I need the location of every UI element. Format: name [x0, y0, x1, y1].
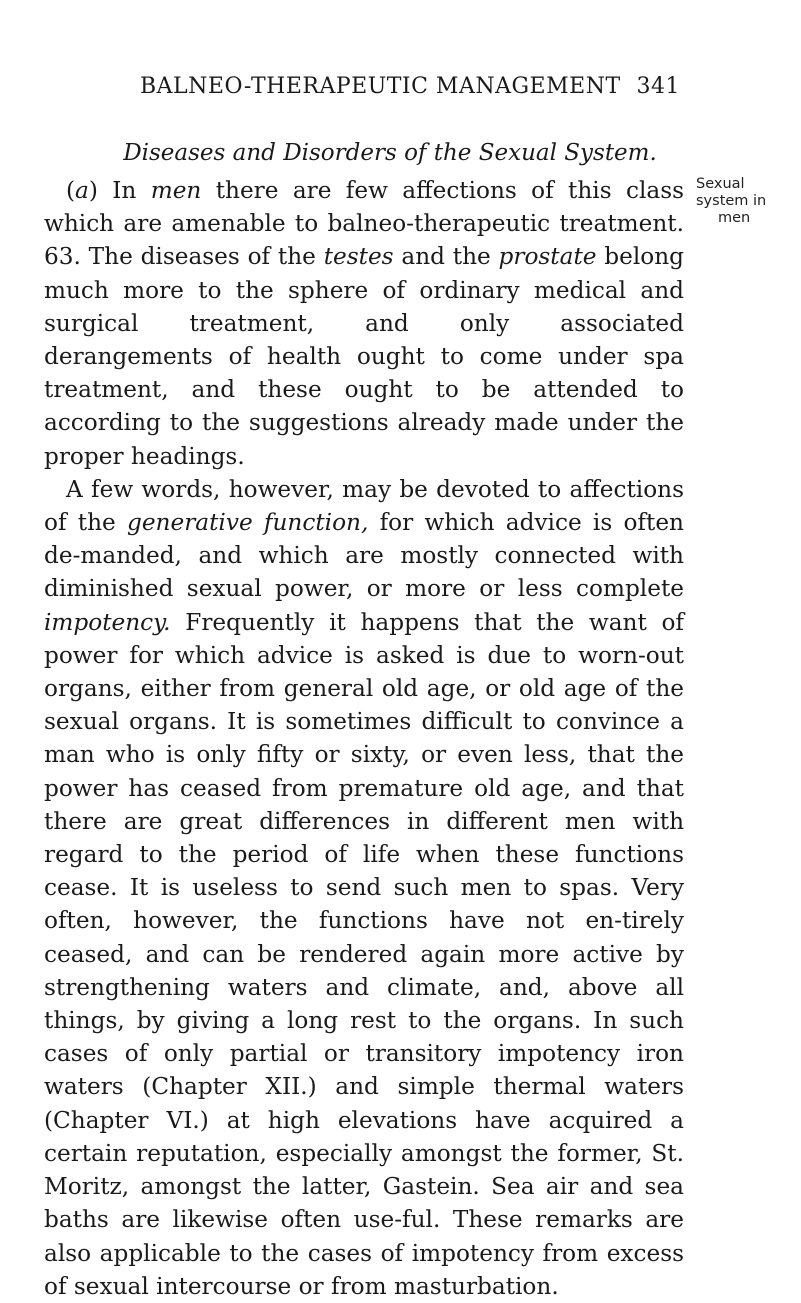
- text-run: for which advice is often de-manded, and which are mostly connected with diminished sexual power, or more or less complete: [44, 509, 684, 603]
- text-run: (: [66, 177, 76, 204]
- running-header: [110, 74, 680, 104]
- italic-text: prostate: [498, 243, 597, 271]
- text-run: Frequently it happens that the want of power for which advice is asked is due to worn-out organs, either from general old age, or old age of the sexual organs. It is sometimes difficult to convince a man who is only fifty or sixty, or even less, that the power has ceased from premature old age, and that there are great differences in different men with regard to the period of life when these functions cease. It is useless to send such men to spas. Very often, however, the functions have not en-tirely ceased, and can be rendered again more active by strengthening waters and climate, and, above all things, by giving a long rest to the organs. In such cases of only partial or transitory impotency iron waters (Chapter XII.) and simple thermal waters (Chapter VI.) at high elevations have acquired a certain reputation, especially amongst the former, St. Moritz, amongst the latter, Gastein. Sea air and sea baths are likewise often use-ful. These remarks are also applicable to the cases of impotency from excess of sexual intercourse or from masturbation.: [44, 608, 684, 1300]
- running-title: BALNEO-THERAPEUTIC MANAGEMENT: [140, 74, 621, 99]
- margin-note-line: Sexual: [696, 176, 745, 192]
- margin-note-line: system in: [696, 193, 767, 209]
- italic-text: a: [75, 177, 89, 204]
- section-title: Diseases and Disorders of the Sexual System.: [123, 140, 657, 166]
- text-run: there are few affections of this class which are amenable to balneo-therapeutic treatment. 63. The diseases of the: [44, 177, 684, 271]
- margin-note: [696, 176, 801, 227]
- text-run: ) In: [88, 177, 151, 204]
- text-run: belong much more to the sphere of ordinary medical and surgical treatment, and only associated derangements of health ought to come under spa treatment, and these ought to be attended to according to the suggestions already made under the proper headings.: [44, 243, 685, 470]
- text-run: and the: [393, 243, 499, 271]
- italic-text: generative function,: [126, 509, 369, 537]
- paragraph: [44, 174, 684, 473]
- italic-text: testes: [323, 243, 394, 271]
- italic-text: men: [150, 177, 202, 204]
- page-number: 341: [636, 74, 680, 99]
- body-text: [44, 174, 684, 1303]
- margin-note-line: men: [718, 210, 751, 226]
- paragraph: [44, 473, 684, 1303]
- italic-text: impotency.: [44, 608, 171, 636]
- text-run: A few words, however, may be devoted to affections of the: [44, 475, 684, 537]
